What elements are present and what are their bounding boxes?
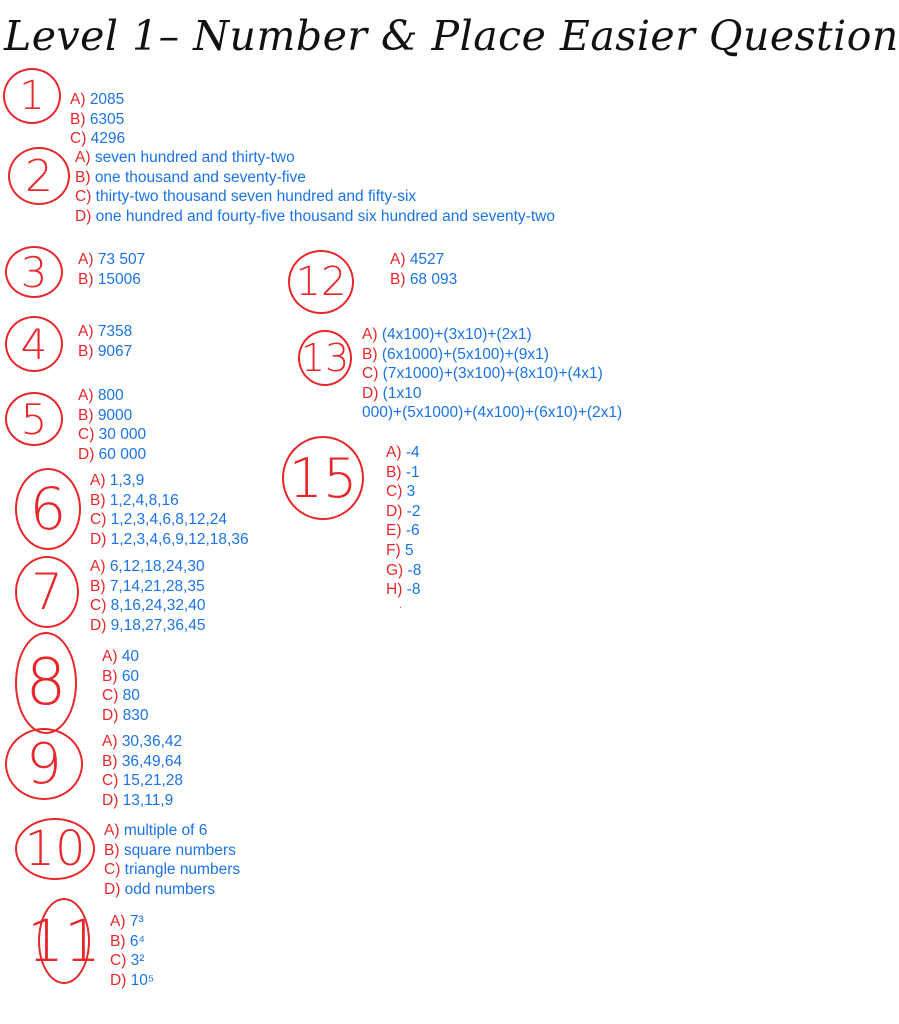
answer-text: odd numbers bbox=[124, 880, 216, 898]
answer-text: 6305 bbox=[89, 110, 125, 128]
answer-label: D) bbox=[75, 207, 92, 225]
answer-text: -4 bbox=[405, 444, 420, 461]
answer-item bbox=[102, 732, 183, 752]
answer-item bbox=[78, 322, 132, 342]
answer-label: A) bbox=[110, 913, 126, 930]
answer-item bbox=[75, 187, 555, 207]
answer-label: A) bbox=[386, 444, 402, 461]
question-number-circle: 3 bbox=[5, 246, 63, 298]
answer-label: B) bbox=[75, 168, 91, 186]
answer-label: A) bbox=[78, 387, 94, 404]
answer-item bbox=[70, 110, 125, 130]
answer-item bbox=[75, 148, 555, 168]
answer-text: -8 bbox=[407, 561, 422, 579]
page-title: Level 1– Number & Place Easier Question bbox=[4, 12, 899, 60]
answer-label: B) bbox=[70, 110, 86, 128]
answer-label: B) bbox=[102, 752, 118, 770]
answer-label: C) bbox=[102, 687, 119, 705]
answer-text: 7358 bbox=[97, 323, 133, 340]
trailing-mark: . bbox=[399, 600, 402, 611]
answer-text: 3² bbox=[130, 952, 145, 970]
answer-list bbox=[78, 250, 145, 289]
answer-text: (6x1000)+(5x100)+(9x1) bbox=[381, 345, 549, 363]
answer-text: 6,12,18,24,30 bbox=[109, 558, 205, 575]
answer-text: one hundred and fourty-five thousand six hundred and seventy-two bbox=[95, 207, 555, 225]
answer-label: A) bbox=[102, 733, 118, 750]
answer-item bbox=[104, 860, 240, 880]
answer-label: B) bbox=[104, 841, 120, 859]
answer-list bbox=[78, 386, 146, 464]
answer-item bbox=[386, 580, 421, 600]
answer-item bbox=[90, 530, 249, 550]
answer-label: C) bbox=[90, 597, 107, 615]
answer-label: A) bbox=[390, 251, 406, 268]
answer-item bbox=[78, 425, 146, 445]
answer-label: B) bbox=[78, 270, 94, 288]
answer-text: 40 bbox=[121, 648, 140, 665]
answer-label: D) bbox=[362, 384, 379, 402]
answer-list bbox=[75, 148, 555, 226]
answer-item bbox=[70, 129, 125, 149]
answer-item bbox=[362, 364, 622, 384]
answer-text: 2085 bbox=[89, 91, 125, 108]
answer-item bbox=[102, 752, 183, 772]
answer-label: D) bbox=[386, 502, 403, 520]
answer-text: 8,16,24,32,40 bbox=[110, 597, 206, 615]
answer-label: B) bbox=[110, 932, 126, 950]
answer-label: D) bbox=[104, 880, 121, 898]
answer-text: 36,49,64 bbox=[121, 752, 183, 770]
answer-text: 10⁵ bbox=[130, 971, 155, 989]
answer-label: C) bbox=[102, 772, 119, 790]
answer-item bbox=[362, 325, 622, 345]
answer-list bbox=[102, 647, 149, 725]
answer-item bbox=[386, 521, 421, 541]
answer-label: F) bbox=[386, 541, 401, 559]
question-number-circle: 2 bbox=[8, 147, 70, 205]
answer-text: 5 bbox=[404, 541, 414, 559]
answer-label: A) bbox=[78, 323, 94, 340]
answer-label: C) bbox=[78, 426, 95, 444]
answer-text: 15006 bbox=[97, 270, 141, 288]
answer-text: -2 bbox=[406, 502, 421, 520]
answer-label: G) bbox=[386, 561, 404, 579]
answer-item bbox=[110, 912, 154, 932]
answer-item bbox=[390, 270, 457, 290]
answer-label: A) bbox=[362, 326, 378, 343]
answer-item bbox=[102, 706, 149, 726]
answer-item bbox=[386, 541, 421, 561]
answer-text: 7³ bbox=[129, 913, 144, 930]
answer-item bbox=[110, 951, 154, 971]
answer-list bbox=[70, 90, 125, 149]
answer-text: 7,14,21,28,35 bbox=[109, 577, 205, 595]
answer-item bbox=[90, 471, 249, 491]
answer-text: 000)+(5x1000)+(4x100)+(6x10)+(2x1) bbox=[362, 404, 623, 422]
answer-item bbox=[90, 510, 249, 530]
answer-label: E) bbox=[386, 522, 402, 540]
answer-item bbox=[90, 491, 249, 511]
answer-item bbox=[362, 345, 622, 365]
answer-label: D) bbox=[78, 445, 95, 463]
answer-item bbox=[386, 463, 421, 483]
answer-text: 4296 bbox=[90, 130, 126, 148]
answer-text: thirty-two thousand seven hundred and fifty-six bbox=[95, 188, 417, 206]
question-number-circle: 8 bbox=[15, 632, 77, 734]
answer-item bbox=[110, 932, 154, 952]
answer-label: B) bbox=[78, 342, 94, 360]
answer-label: A) bbox=[104, 822, 120, 839]
answer-list bbox=[90, 471, 249, 549]
answer-label: B) bbox=[78, 406, 94, 424]
answer-label: C) bbox=[362, 365, 379, 383]
answer-text: (7x1000)+(3x100)+(8x10)+(4x1) bbox=[382, 365, 603, 383]
answer-list bbox=[362, 325, 622, 423]
answer-item bbox=[78, 342, 132, 362]
answer-label: D) bbox=[102, 706, 119, 724]
answer-label: C) bbox=[110, 952, 127, 970]
answer-label: C) bbox=[386, 483, 403, 501]
answer-item bbox=[110, 971, 154, 991]
answer-label: B) bbox=[362, 345, 378, 363]
answer-item bbox=[104, 841, 240, 861]
answer-text: one thousand and seventy-five bbox=[94, 168, 306, 186]
answer-label: A) bbox=[90, 558, 106, 575]
answer-text: -1 bbox=[405, 463, 420, 481]
answer-list bbox=[386, 443, 421, 600]
answer-text: 9000 bbox=[97, 406, 133, 424]
answer-item bbox=[78, 386, 146, 406]
answer-text: 830 bbox=[122, 706, 149, 724]
answer-text: 13,11,9 bbox=[122, 791, 174, 809]
answer-text: triangle numbers bbox=[124, 861, 241, 879]
answer-text: 80 bbox=[122, 687, 140, 705]
answer-text: 6⁴ bbox=[129, 932, 146, 950]
answer-list bbox=[110, 912, 154, 990]
answer-list bbox=[104, 821, 240, 899]
answer-item bbox=[362, 384, 622, 404]
answer-text: 1,2,3,4,6,8,12,24 bbox=[110, 511, 228, 529]
question-number-circle: 11 bbox=[38, 898, 90, 984]
answer-item bbox=[90, 616, 205, 636]
answer-label: B) bbox=[386, 463, 402, 481]
answer-item bbox=[102, 771, 183, 791]
answer-list bbox=[90, 557, 205, 635]
answer-item bbox=[104, 880, 240, 900]
answer-label: D) bbox=[102, 791, 119, 809]
answer-text: seven hundred and thirty-two bbox=[94, 149, 295, 166]
answer-label: A) bbox=[78, 251, 94, 268]
answer-label: C) bbox=[70, 130, 87, 148]
answer-label: D) bbox=[110, 971, 127, 989]
answer-text: 1,2,3,4,6,9,12,18,36 bbox=[110, 530, 249, 548]
answer-text: 1,2,4,8,16 bbox=[109, 491, 179, 509]
answer-item bbox=[78, 270, 145, 290]
answer-item bbox=[75, 207, 555, 227]
answer-label: B) bbox=[90, 577, 106, 595]
answer-text: (4x100)+(3x10)+(2x1) bbox=[381, 326, 532, 343]
answer-text: 30 000 bbox=[98, 426, 147, 444]
question-number-circle: 6 bbox=[15, 468, 81, 550]
question-number-circle: 4 bbox=[5, 316, 63, 372]
answer-label: D) bbox=[90, 616, 107, 634]
answer-text: -8 bbox=[406, 581, 421, 599]
answer-text: 73 507 bbox=[97, 251, 146, 268]
answer-item bbox=[390, 250, 457, 270]
answer-label: C) bbox=[90, 511, 107, 529]
answer-item bbox=[362, 403, 622, 423]
answer-text: 1,3,9 bbox=[109, 472, 145, 489]
answer-text: 9,18,27,36,45 bbox=[110, 616, 206, 634]
answer-item bbox=[78, 406, 146, 426]
answer-label: B) bbox=[390, 270, 406, 288]
answer-list bbox=[390, 250, 457, 289]
answer-item bbox=[90, 596, 205, 616]
answer-text: 4527 bbox=[409, 251, 445, 268]
answer-item bbox=[386, 502, 421, 522]
answer-item bbox=[102, 647, 149, 667]
question-number-circle: 9 bbox=[5, 728, 83, 800]
answer-text: square numbers bbox=[123, 841, 236, 859]
answer-text: -6 bbox=[405, 522, 420, 540]
answer-label: A) bbox=[75, 149, 91, 166]
answer-item bbox=[386, 443, 421, 463]
answer-text: 800 bbox=[97, 387, 124, 404]
answer-item bbox=[90, 557, 205, 577]
answer-label: H) bbox=[386, 581, 403, 599]
question-number-circle: 13 bbox=[298, 330, 352, 386]
question-number-circle: 12 bbox=[288, 250, 354, 314]
answer-item bbox=[75, 168, 555, 188]
answer-item bbox=[78, 445, 146, 465]
answer-text: 3 bbox=[406, 483, 416, 501]
answer-item bbox=[386, 482, 421, 502]
answer-list bbox=[102, 732, 183, 810]
answer-text: 68 093 bbox=[409, 270, 458, 288]
question-number-circle: 7 bbox=[15, 556, 79, 628]
answer-item bbox=[104, 821, 240, 841]
answer-text: (1x10 bbox=[382, 384, 422, 402]
answer-item bbox=[102, 791, 183, 811]
answer-item bbox=[90, 577, 205, 597]
question-number-circle: 10 bbox=[15, 818, 95, 880]
answer-item bbox=[70, 90, 125, 110]
answer-item bbox=[386, 561, 421, 581]
answer-text: multiple of 6 bbox=[123, 822, 208, 839]
answer-text: 9067 bbox=[97, 342, 133, 360]
answer-list bbox=[78, 322, 132, 361]
answer-label: C) bbox=[104, 861, 121, 879]
question-number-circle: 15 bbox=[282, 436, 364, 520]
answer-text: 60 bbox=[121, 667, 140, 685]
answer-label: B) bbox=[102, 667, 118, 685]
answer-label: D) bbox=[90, 530, 107, 548]
answer-label: A) bbox=[102, 648, 118, 665]
answer-item bbox=[102, 667, 149, 687]
answer-text: 15,21,28 bbox=[122, 772, 184, 790]
question-number-circle: 1 bbox=[3, 68, 61, 124]
question-number-circle: 5 bbox=[5, 392, 63, 446]
answer-label: B) bbox=[90, 491, 106, 509]
answer-label: A) bbox=[70, 91, 86, 108]
answer-label: C) bbox=[75, 188, 92, 206]
answer-text: 60 000 bbox=[98, 445, 147, 463]
answer-item bbox=[78, 250, 145, 270]
answer-label: A) bbox=[90, 472, 106, 489]
answer-item bbox=[102, 686, 149, 706]
answer-text: 30,36,42 bbox=[121, 733, 183, 750]
